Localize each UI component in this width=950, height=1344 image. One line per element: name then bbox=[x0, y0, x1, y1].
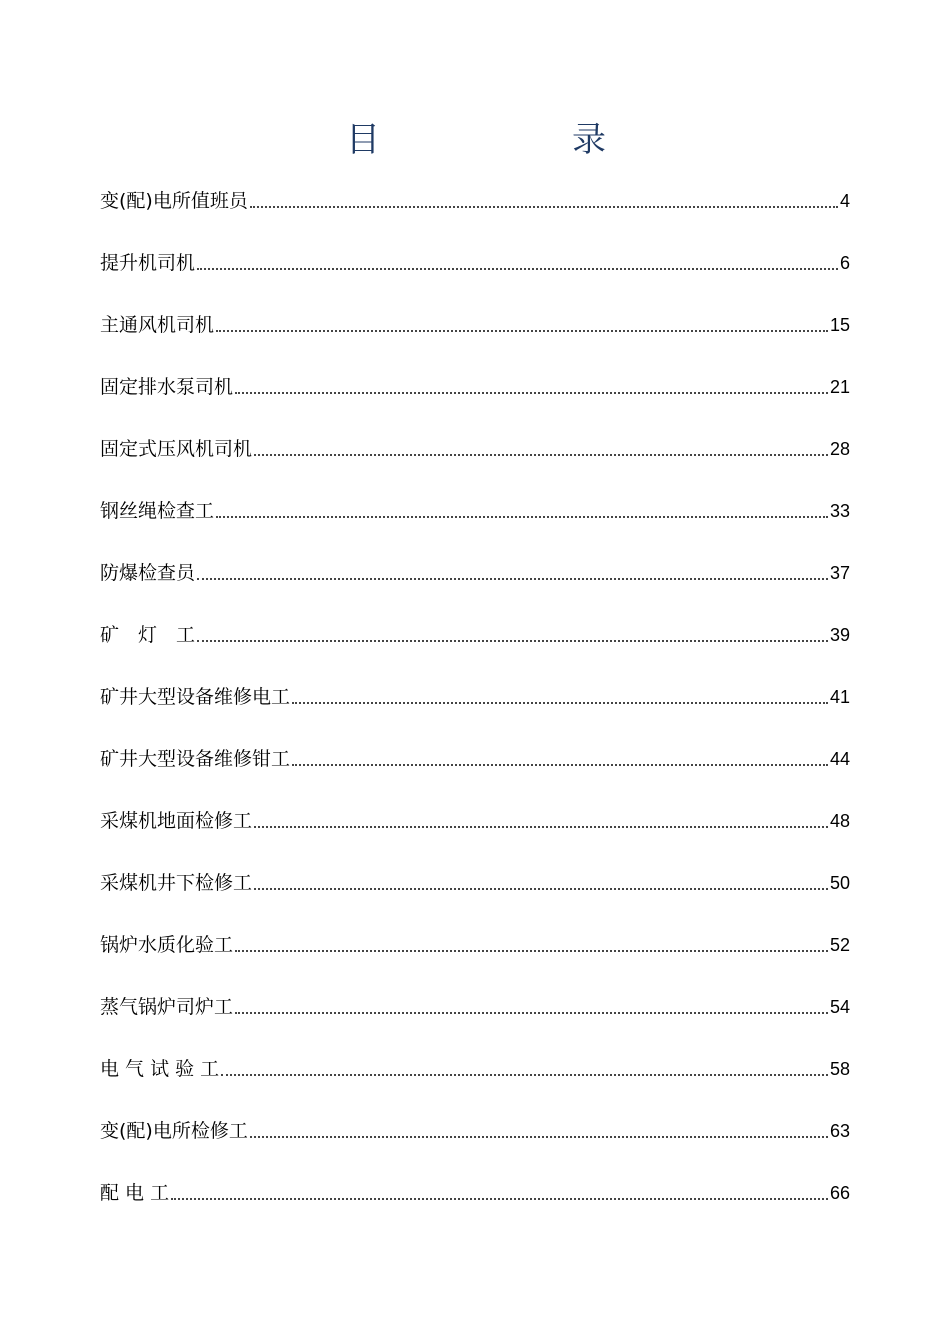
toc-entry[interactable] bbox=[100, 858, 850, 920]
toc-entry-page: 50 bbox=[829, 873, 850, 893]
dot-leader bbox=[216, 516, 828, 518]
toc-entry[interactable] bbox=[100, 1168, 850, 1230]
toc-entry-label: 采煤机地面检修工 bbox=[100, 810, 253, 832]
dot-leader bbox=[254, 826, 828, 828]
toc-entry-page: 63 bbox=[829, 1121, 850, 1141]
toc-entry-label: 防爆检查员 bbox=[100, 562, 196, 584]
toc-entry-label: 主通风机司机 bbox=[100, 314, 215, 336]
toc-title-char: 目 bbox=[346, 120, 380, 160]
toc-entry-label: 矿 灯 工 bbox=[100, 624, 196, 646]
toc-title bbox=[0, 118, 950, 166]
toc-entry-page: 28 bbox=[829, 439, 850, 459]
toc-entry-label: 固定式压风机司机 bbox=[100, 438, 253, 460]
toc-entry-label: 固定排水泵司机 bbox=[100, 376, 234, 398]
toc-entry-page: 52 bbox=[829, 935, 850, 955]
toc-entry-page: 54 bbox=[829, 997, 850, 1017]
toc-entry-label: 变(配)电所检修工 bbox=[100, 1120, 248, 1142]
dot-leader bbox=[254, 888, 828, 890]
dot-leader bbox=[171, 1198, 828, 1200]
toc-entry[interactable] bbox=[100, 1106, 850, 1168]
toc-entry[interactable] bbox=[100, 300, 850, 362]
toc-entry-page: 33 bbox=[829, 501, 850, 521]
toc-entry-page: 44 bbox=[829, 749, 850, 769]
toc-entry-label: 矿井大型设备维修电工 bbox=[100, 686, 291, 708]
toc-entry-label: 钢丝绳检查工 bbox=[100, 500, 215, 522]
dot-leader bbox=[197, 640, 828, 642]
toc-entry-page: 66 bbox=[829, 1183, 850, 1203]
dot-leader bbox=[250, 206, 838, 208]
toc-title-char: 录 bbox=[572, 120, 606, 160]
toc-entry-label: 矿井大型设备维修钳工 bbox=[100, 748, 291, 770]
dot-leader bbox=[197, 578, 828, 580]
toc-entry-label: 变(配)电所值班员 bbox=[100, 190, 248, 212]
toc-entry-label: 配 电 工 bbox=[100, 1182, 170, 1204]
toc-entry[interactable] bbox=[100, 1044, 850, 1106]
toc-entry[interactable] bbox=[100, 796, 850, 858]
toc-entry-page: 41 bbox=[829, 687, 850, 707]
toc-entry-page: 15 bbox=[829, 315, 850, 335]
toc-entry-page: 4 bbox=[839, 191, 850, 211]
toc-list bbox=[100, 176, 850, 1230]
dot-leader bbox=[235, 392, 828, 394]
dot-leader bbox=[216, 330, 828, 332]
toc-entry-label: 锅炉水质化验工 bbox=[100, 934, 234, 956]
dot-leader bbox=[250, 1136, 828, 1138]
toc-entry-page: 39 bbox=[829, 625, 850, 645]
toc-entry-page: 58 bbox=[829, 1059, 850, 1079]
toc-entry-label: 电 气 试 验 工 bbox=[100, 1058, 220, 1080]
toc-entry-label: 提升机司机 bbox=[100, 252, 196, 274]
toc-entry-label: 采煤机井下检修工 bbox=[100, 872, 253, 894]
toc-entry[interactable] bbox=[100, 734, 850, 796]
toc-entry[interactable] bbox=[100, 610, 850, 672]
dot-leader bbox=[292, 764, 828, 766]
toc-entry-page: 37 bbox=[829, 563, 850, 583]
dot-leader bbox=[292, 702, 828, 704]
dot-leader bbox=[235, 950, 828, 952]
dot-leader bbox=[254, 454, 828, 456]
toc-entry[interactable] bbox=[100, 176, 850, 238]
toc-entry[interactable] bbox=[100, 672, 850, 734]
toc-entry-page: 21 bbox=[829, 377, 850, 397]
toc-entry[interactable] bbox=[100, 548, 850, 610]
toc-entry[interactable] bbox=[100, 982, 850, 1044]
toc-entry-page: 6 bbox=[839, 253, 850, 273]
dot-leader bbox=[221, 1074, 828, 1076]
toc-entry-label: 蒸气锅炉司炉工 bbox=[100, 996, 234, 1018]
toc-entry[interactable] bbox=[100, 486, 850, 548]
toc-entry[interactable] bbox=[100, 238, 850, 300]
toc-entry[interactable] bbox=[100, 920, 850, 982]
dot-leader bbox=[235, 1012, 828, 1014]
toc-entry-page: 48 bbox=[829, 811, 850, 831]
toc-entry[interactable] bbox=[100, 424, 850, 486]
dot-leader bbox=[197, 268, 838, 270]
toc-entry[interactable] bbox=[100, 362, 850, 424]
